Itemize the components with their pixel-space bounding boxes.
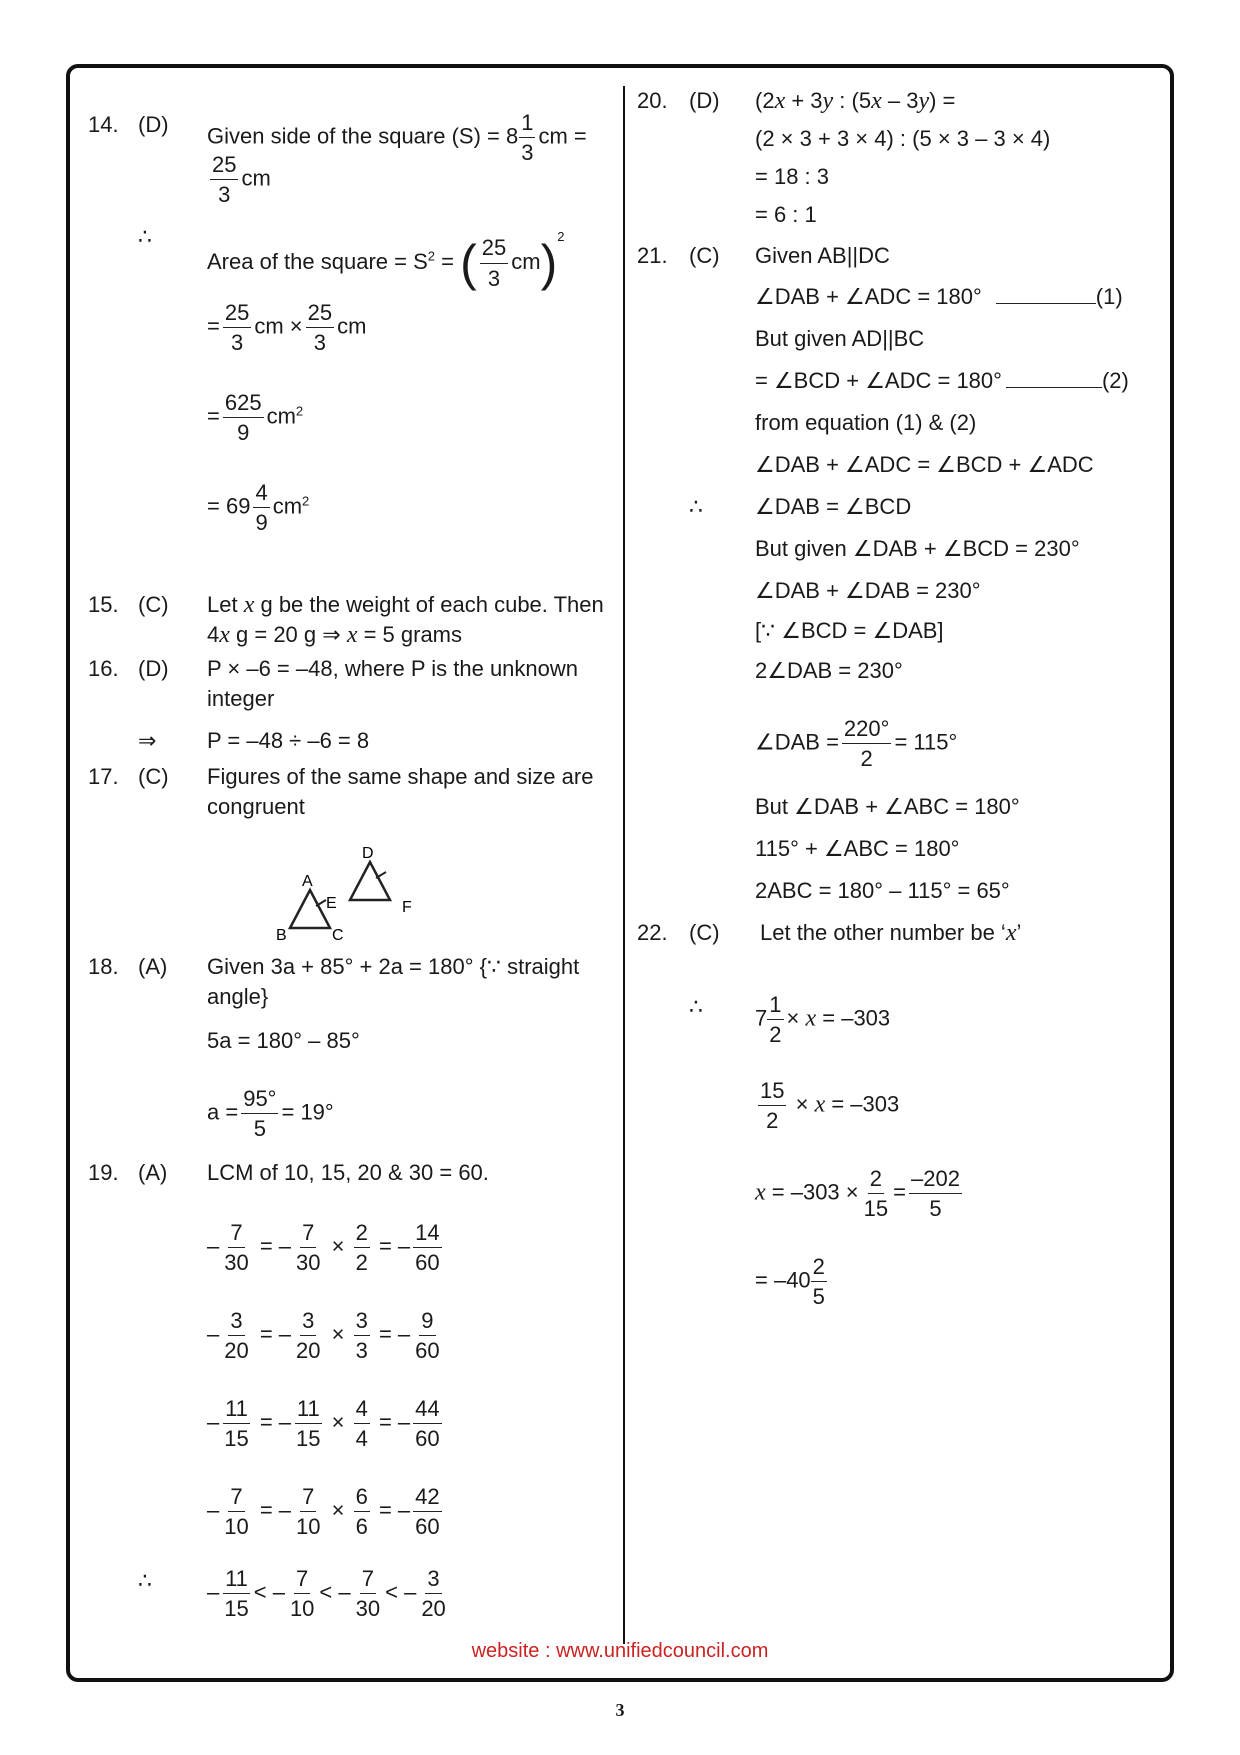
fraction [222,1484,250,1540]
q18-step: 5a = 180° – 85° [207,1028,360,1053]
frac-num: 7 [300,1220,316,1248]
frac-num: 11 [295,1396,322,1424]
label-b: B [276,927,287,944]
fraction [222,1566,250,1622]
fraction [767,992,783,1048]
frac-num: 7 [300,1484,316,1512]
q14-text-a: Given side of the square (S) = 8 [207,123,519,149]
unit: cm [511,249,541,274]
fraction [294,1308,322,1364]
text: = –303 [831,1091,900,1117]
frac-den: 15 [224,1426,249,1452]
text: = ∠BCD + ∠ADC = 180° [755,368,1002,393]
text: 7 $\frac{1}{2}$ × x = –303 [755,992,891,1048]
frac-num: 625 [223,390,264,418]
text: = 5 grams [357,622,463,647]
frac-den: 6 [355,1514,368,1540]
unit: cm [272,493,303,519]
frac-den: 3 [521,140,534,166]
therefore-symbol: ∴ [689,994,703,1019]
unit: cm [241,165,271,191]
superscript: 2 [302,493,310,509]
frac-num: 4 [354,1396,370,1424]
frac-num: 95° [241,1086,278,1114]
text: = [893,1179,906,1205]
fraction [354,1484,370,1540]
frac-den: 20 [421,1596,446,1622]
frac-den: 15 [224,1596,249,1622]
column-divider [623,86,625,1644]
paren-open: ( [460,235,477,292]
fraction [419,1566,447,1622]
text: 7 [755,1005,768,1031]
variable: x [805,1005,817,1032]
frac-num: 25 [306,300,334,328]
answer-option: (D) [138,112,169,137]
fraction [354,1396,370,1452]
area-label: Area of the square = S [207,249,428,274]
frac-num: 44 [413,1396,441,1424]
variable: x [346,622,358,648]
text: g be the weight of each cube. Then [254,592,604,617]
text: – $\frac{7}{10}$ = – $\frac{7}{10}$ × $\frac{6}{6}$ = – $\frac{42}{60}$ [207,1484,440,1540]
fraction [294,1484,322,1540]
question-number: 19. [88,1160,119,1185]
frac-num: 25 [210,152,238,180]
text: + 3 [785,88,823,113]
text: $\frac{15}{2}$ × x = –303 [760,1078,900,1134]
text: from equation (1) & (2) [755,410,977,435]
frac-den: 2 [860,746,873,772]
equals: = 69 [207,493,251,519]
equals: = [435,249,454,274]
variable: x [814,1091,826,1118]
q20-line1 [755,86,955,116]
text: = –303 [822,1005,891,1031]
frac-den: 60 [415,1426,440,1452]
frac-num: 2 [868,1166,884,1194]
fraction [354,1220,370,1276]
frac-num: 1 [519,110,535,138]
frac-den: 9 [255,510,268,536]
frac-den: 9 [237,420,250,446]
text: (2 × 3 + 3 × 4) : (5 × 3 – 3 × 4) [755,126,1051,151]
frac-den: 2 [355,1250,368,1276]
equation-tag: (1) [1095,284,1123,309]
answer-option: (C) [138,764,169,789]
frac-den: 10 [296,1514,321,1540]
label-c: C [332,927,344,944]
fraction [241,1086,278,1142]
q15-text [207,590,604,650]
fraction [413,1484,441,1540]
text: [∵ ∠BCD = ∠DAB] [755,618,944,643]
fraction [862,1166,890,1222]
frac-num: 11 [223,1566,250,1594]
paren-close: ) [540,235,558,292]
frac-num: 220° [842,716,892,744]
triangle-abc [290,890,330,928]
text: 115° + ∠ABC = 180° [755,836,960,861]
fraction [811,1254,827,1310]
frac-num: 11 [223,1396,250,1424]
text: a = [207,1099,239,1125]
superscript: 2 [557,229,565,244]
blank-line [1006,369,1102,388]
text: ) = [929,88,956,113]
frac-num: 2 [354,1220,370,1248]
left-column [88,86,612,1646]
fraction [758,1078,786,1134]
frac-num: –202 [909,1166,962,1194]
fraction [294,1220,322,1276]
frac-num: 7 [228,1220,244,1248]
text: Let the other number be ‘ [760,920,1006,945]
q19-order-text: – $\frac{11}{15}$ < – $\frac{7}{10}$ < – $\frac{7}{30}$ < – $\frac{3}{20}$ [207,1566,446,1622]
q17-text: Figures of the same shape and size are congruent [207,764,594,819]
question-number: 18. [88,954,119,979]
text: = 6 : 1 [755,202,817,227]
fraction [413,1308,441,1364]
variable: y [918,88,930,114]
frac-den: 20 [224,1338,249,1364]
text [760,918,1021,948]
fraction [222,1396,250,1452]
congruent-triangles-figure [268,846,438,946]
frac-num: 42 [413,1484,441,1512]
q14-unit: cm = [538,123,587,149]
frac-den: 3 [313,330,326,356]
text: = 115° [894,729,958,755]
frac-num: 3 [228,1308,244,1336]
text: ∠DAB = [755,729,839,755]
frac-num: 15 [758,1078,786,1106]
frac-den: 3 [355,1338,368,1364]
text: Let [207,592,244,617]
frac-den: 2 [766,1108,779,1134]
text: : (5 [833,88,872,113]
times: cm × [254,313,303,339]
fraction [223,300,251,356]
q14-final [207,480,309,536]
frac-den: 5 [929,1196,942,1222]
frac-num: 7 [294,1566,310,1594]
frac-den: 3 [487,265,501,291]
frac-den: 30 [296,1250,321,1276]
website-footer[interactable]: website : www.unifiedcouncil.com [471,1640,769,1662]
q16-result: P = –48 ÷ –6 = 8 [207,728,370,753]
superscript: 2 [427,248,435,264]
frac-num: 7 [228,1484,244,1512]
text: – $\frac{7}{30}$ = – $\frac{7}{30}$ × $\frac{2}{2}$ = – $\frac{14}{60}$ [207,1220,440,1276]
triangle-def [350,862,390,900]
frac-den: 10 [289,1596,315,1622]
variable: y [822,88,834,114]
fraction [294,1396,322,1452]
q14-result [207,390,303,446]
fraction [909,1166,962,1222]
q14-frac-line [207,152,271,208]
label-a: A [302,873,313,890]
frac-den: 2 [769,1022,782,1048]
variable: x [774,88,786,114]
variable: x [219,622,230,648]
text: Given AB||DC [755,243,890,268]
text: ∠DAB + ∠ADC = ∠BCD + ∠ADC [755,452,1094,477]
page-number: 3 [615,1700,625,1720]
frac-den: 60 [415,1338,440,1364]
right-column [637,86,1142,1646]
frac-den: 3 [230,330,244,356]
mixed-fraction [519,110,535,166]
question-number: 21. [637,243,668,268]
frac-num: 4 [253,480,269,508]
therefore-symbol: ∴ [689,494,703,519]
question-number: 20. [637,88,668,113]
frac-num: 14 [413,1220,441,1248]
text: ∠DAB + ∠ADC = 180° [755,284,982,309]
text: ’ [1016,920,1022,945]
q18-result [207,1086,334,1142]
equation-tag: (2) [1101,368,1129,393]
frac-num: 25 [480,235,508,263]
text: g = 20 g ⇒ [229,622,347,647]
eq-1 [755,282,1123,312]
fraction [223,390,264,446]
q14-mult [207,300,366,356]
answer-option: (A) [138,954,168,979]
frac-num: 9 [419,1308,435,1336]
frac-num: 2 [811,1254,827,1282]
frac-den: 4 [355,1426,368,1452]
answer-option: (C) [138,592,169,617]
q18-text: Given 3a + 85° + 2a = 180° {∵ straight angle} [207,954,580,1009]
label-f: F [402,899,412,916]
frac-num: 3 [354,1308,370,1336]
text: = –40 [755,1267,811,1293]
answer-option: (C) [689,920,720,945]
text: 2ABC = 180° – 115° = 65° [755,878,1010,903]
fraction [354,1308,370,1364]
unit: cm [337,313,367,339]
q19-text: LCM of 10, 15, 20 & 30 = 60. [207,1160,489,1185]
text [755,1166,965,1222]
frac-num: 3 [425,1566,441,1594]
text: (2 [755,88,775,113]
frac-den: 5 [253,1116,266,1142]
text: But ∠DAB + ∠ABC = 180° [755,794,1020,819]
therefore-symbol: ∴ [138,224,152,249]
variable: x [243,592,255,618]
question-number: 17. [88,764,119,789]
text: But given ∠DAB + ∠BCD = 230° [755,536,1080,561]
fraction [222,1308,250,1364]
label-d: D [362,846,374,862]
eq-2 [755,366,1129,396]
question-number: 15. [88,592,119,617]
variable: x [1005,920,1017,946]
fraction [413,1396,441,1452]
frac-den: 10 [224,1514,249,1540]
fraction [480,235,508,291]
frac-den: 15 [296,1426,321,1452]
blank-line [996,285,1096,304]
text: But given AD||BC [755,326,925,351]
unit: cm [266,403,296,429]
q16-text: P × –6 = –48, where P is the unknown integer [207,656,579,711]
question-number: 22. [637,920,668,945]
fraction [306,300,334,356]
frac-den: 60 [415,1250,440,1276]
fraction [288,1566,316,1622]
text: – $\frac{3}{20}$ = – $\frac{3}{20}$ × $\frac{3}{3}$ = – $\frac{9}{60}$ [207,1308,440,1364]
text: ∠DAB = ∠BCD [755,494,912,519]
text: – 3 [881,88,919,113]
frac-den: 20 [296,1338,321,1364]
fraction [413,1220,441,1276]
question-number: 16. [88,656,119,681]
variable: x [871,88,882,114]
equals: = [207,313,220,339]
implies-symbol: ⇒ [138,728,157,753]
text [755,716,957,772]
variable: x [755,1179,766,1206]
answer-option: (D) [138,656,169,681]
text: = 19° [281,1099,334,1125]
question-number: 14. [88,112,119,137]
frac-den: 5 [812,1284,825,1310]
frac-den: 3 [218,182,231,208]
answer-option: (D) [689,88,720,113]
fraction [842,716,892,772]
fraction [210,152,238,208]
frac-den: 60 [415,1514,440,1540]
text: – $\frac{11}{15}$ = – $\frac{11}{15}$ × $\frac{4}{4}$ = – $\frac{44}{60}$ [207,1396,440,1452]
answer-option: (C) [689,243,720,268]
label-e: E [326,895,337,912]
equals: = [207,403,220,429]
text: = 18 : 3 [755,164,830,189]
text [755,1254,830,1310]
frac-den: 30 [224,1250,249,1276]
fraction [354,1566,382,1622]
text: ∠DAB + ∠DAB = 230° [755,578,981,603]
frac-num: 6 [354,1484,370,1512]
fraction [253,480,269,536]
frac-num: 3 [300,1308,316,1336]
q14-area [207,222,564,291]
therefore-symbol: ∴ [138,1568,152,1593]
superscript: 2 [295,403,304,419]
answer-option: (A) [138,1160,168,1185]
text: 4 [207,622,220,647]
text: 2∠DAB = 230° [755,658,903,683]
text: = –303 × [765,1179,859,1205]
frac-den: 30 [355,1596,381,1622]
frac-num: 25 [223,300,251,328]
frac-num: 7 [360,1566,376,1594]
fraction [222,1220,250,1276]
frac-num: 1 [767,992,783,1020]
frac-den: 15 [863,1196,889,1222]
